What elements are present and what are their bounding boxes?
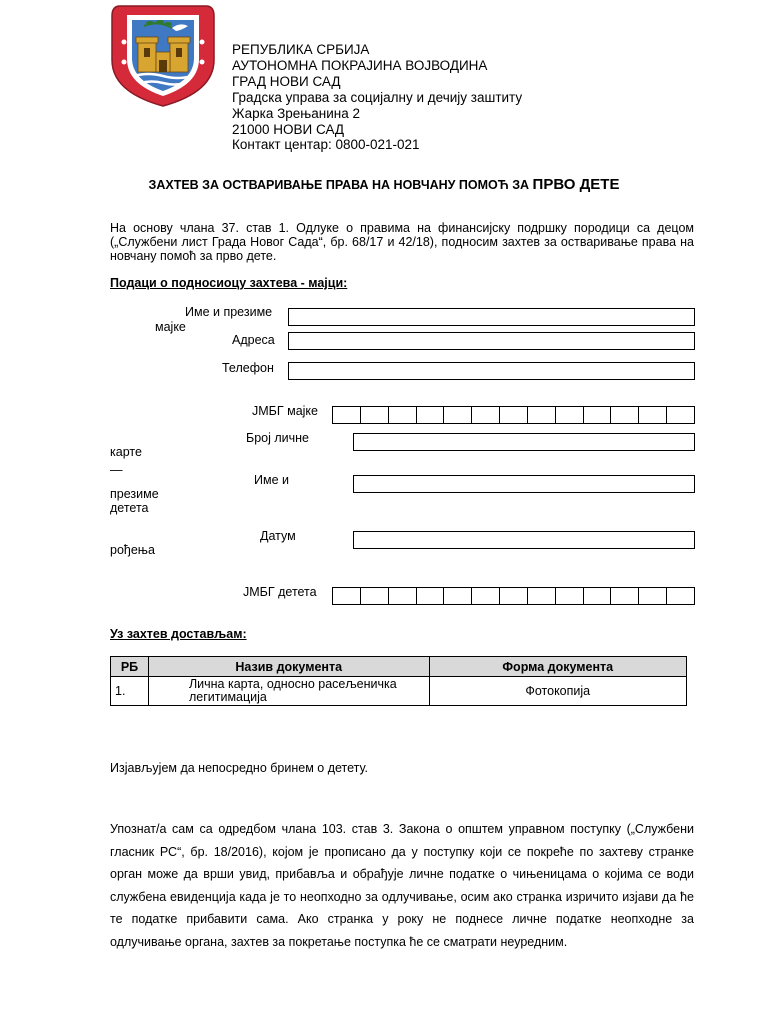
table-header-row: [111, 657, 687, 677]
separator-dash: —: [110, 463, 123, 477]
document-title: [0, 176, 768, 193]
documents-table: [110, 656, 687, 706]
table-row: [111, 677, 687, 706]
id-card-field[interactable]: [353, 433, 695, 451]
address-label: Адреса: [232, 333, 275, 347]
declaration-text: Изјављујем да непосредно бринем о детету.: [110, 761, 368, 775]
row-number: 1.: [111, 677, 149, 706]
col-header-doc-form: Форма документа: [429, 657, 687, 677]
applicant-section-title: Подаци о подносиоцу захтева - мајци:: [110, 276, 348, 290]
header-country: РЕПУБЛИКА СРБИЈА: [232, 42, 370, 57]
mother-jmbg-field[interactable]: [332, 406, 695, 424]
child-name-field[interactable]: [353, 475, 695, 493]
header-province: АУТОНОМНА ПОКРАЈИНА ВОЈВОДИНА: [232, 58, 488, 73]
address-field[interactable]: [288, 332, 695, 350]
mother-jmbg-label: ЈМБГ мајке: [252, 404, 318, 418]
col-header-number: РБ: [111, 657, 149, 677]
header-department: Градска управа за социјалну и дечију заштиту: [232, 90, 523, 105]
header-street: Жарка Зрењанина 2: [232, 106, 360, 121]
child-name-label: Име и: [254, 473, 289, 487]
title-main: ЗАХТЕВ ЗА ОСТВАРИВАЊЕ ПРАВА НА НОВЧАНУ ПОМОЋ ЗА: [148, 178, 530, 192]
header-postal: 21000 НОВИ САД: [232, 122, 345, 137]
id-card-label-2: карте: [110, 445, 142, 459]
child-name-label-3: детета: [110, 501, 149, 515]
title-emphasis: ПРВО ДЕТЕ: [532, 176, 620, 193]
phone-label: Телефон: [222, 361, 274, 375]
col-header-doc-name: Назив документа: [148, 657, 429, 677]
dob-label: Датум: [260, 529, 296, 543]
mother-name-label-2: мајке: [155, 320, 186, 334]
dob-field[interactable]: [353, 531, 695, 549]
header-contact: Контакт центар: 0800-021-021: [232, 137, 420, 152]
documents-section-title: Уз захтев достављам:: [110, 627, 247, 641]
mother-name-field[interactable]: [288, 308, 695, 326]
child-jmbg-field[interactable]: [332, 587, 695, 605]
phone-field[interactable]: [288, 362, 695, 380]
dob-label-2: рођења: [110, 543, 155, 557]
row-doc-name: Лична карта, односно расељеничка легитимација: [148, 677, 429, 706]
id-card-label: Број личне: [246, 431, 310, 445]
legal-notice-paragraph: Упознат/а сам са одредбом члана 103. став 3. Закона о општем управном поступку („Службени гласник РС“, бр. 18/2016), којом је прописано да у поступку који се покреће по захтеву странке орган може да врши увид, прибавља и обрађује личне податке о чињеницама о којима се води службена евиденција када је то неопходно за одлучивање, осим ако странка изричито изјави да ће те податке прибавити сама. Ако странка у року не поднесе личне податке неопходне за одлучивање органа, захтев за покретање поступка ће се сматрати неуредним.: [110, 822, 694, 949]
header-city: ГРАД НОВИ САД: [232, 74, 341, 89]
city-coat-of-arms-logo: [110, 2, 216, 108]
child-jmbg-label: ЈМБГ детета: [243, 585, 317, 599]
child-name-label-2: презиме: [110, 487, 159, 501]
mother-name-label: Име и презиме: [185, 305, 273, 319]
intro-paragraph: На основу члана 37. став 1. Одлуке о правима на финансијску подршку породици са децом („Службени лист Града Новог Сада“, бр. 68/17 и 42/18), подносим захтев за остваривање права на новчану помоћ за прво дете.: [110, 221, 694, 263]
row-doc-form: Фотокопија: [429, 677, 687, 706]
